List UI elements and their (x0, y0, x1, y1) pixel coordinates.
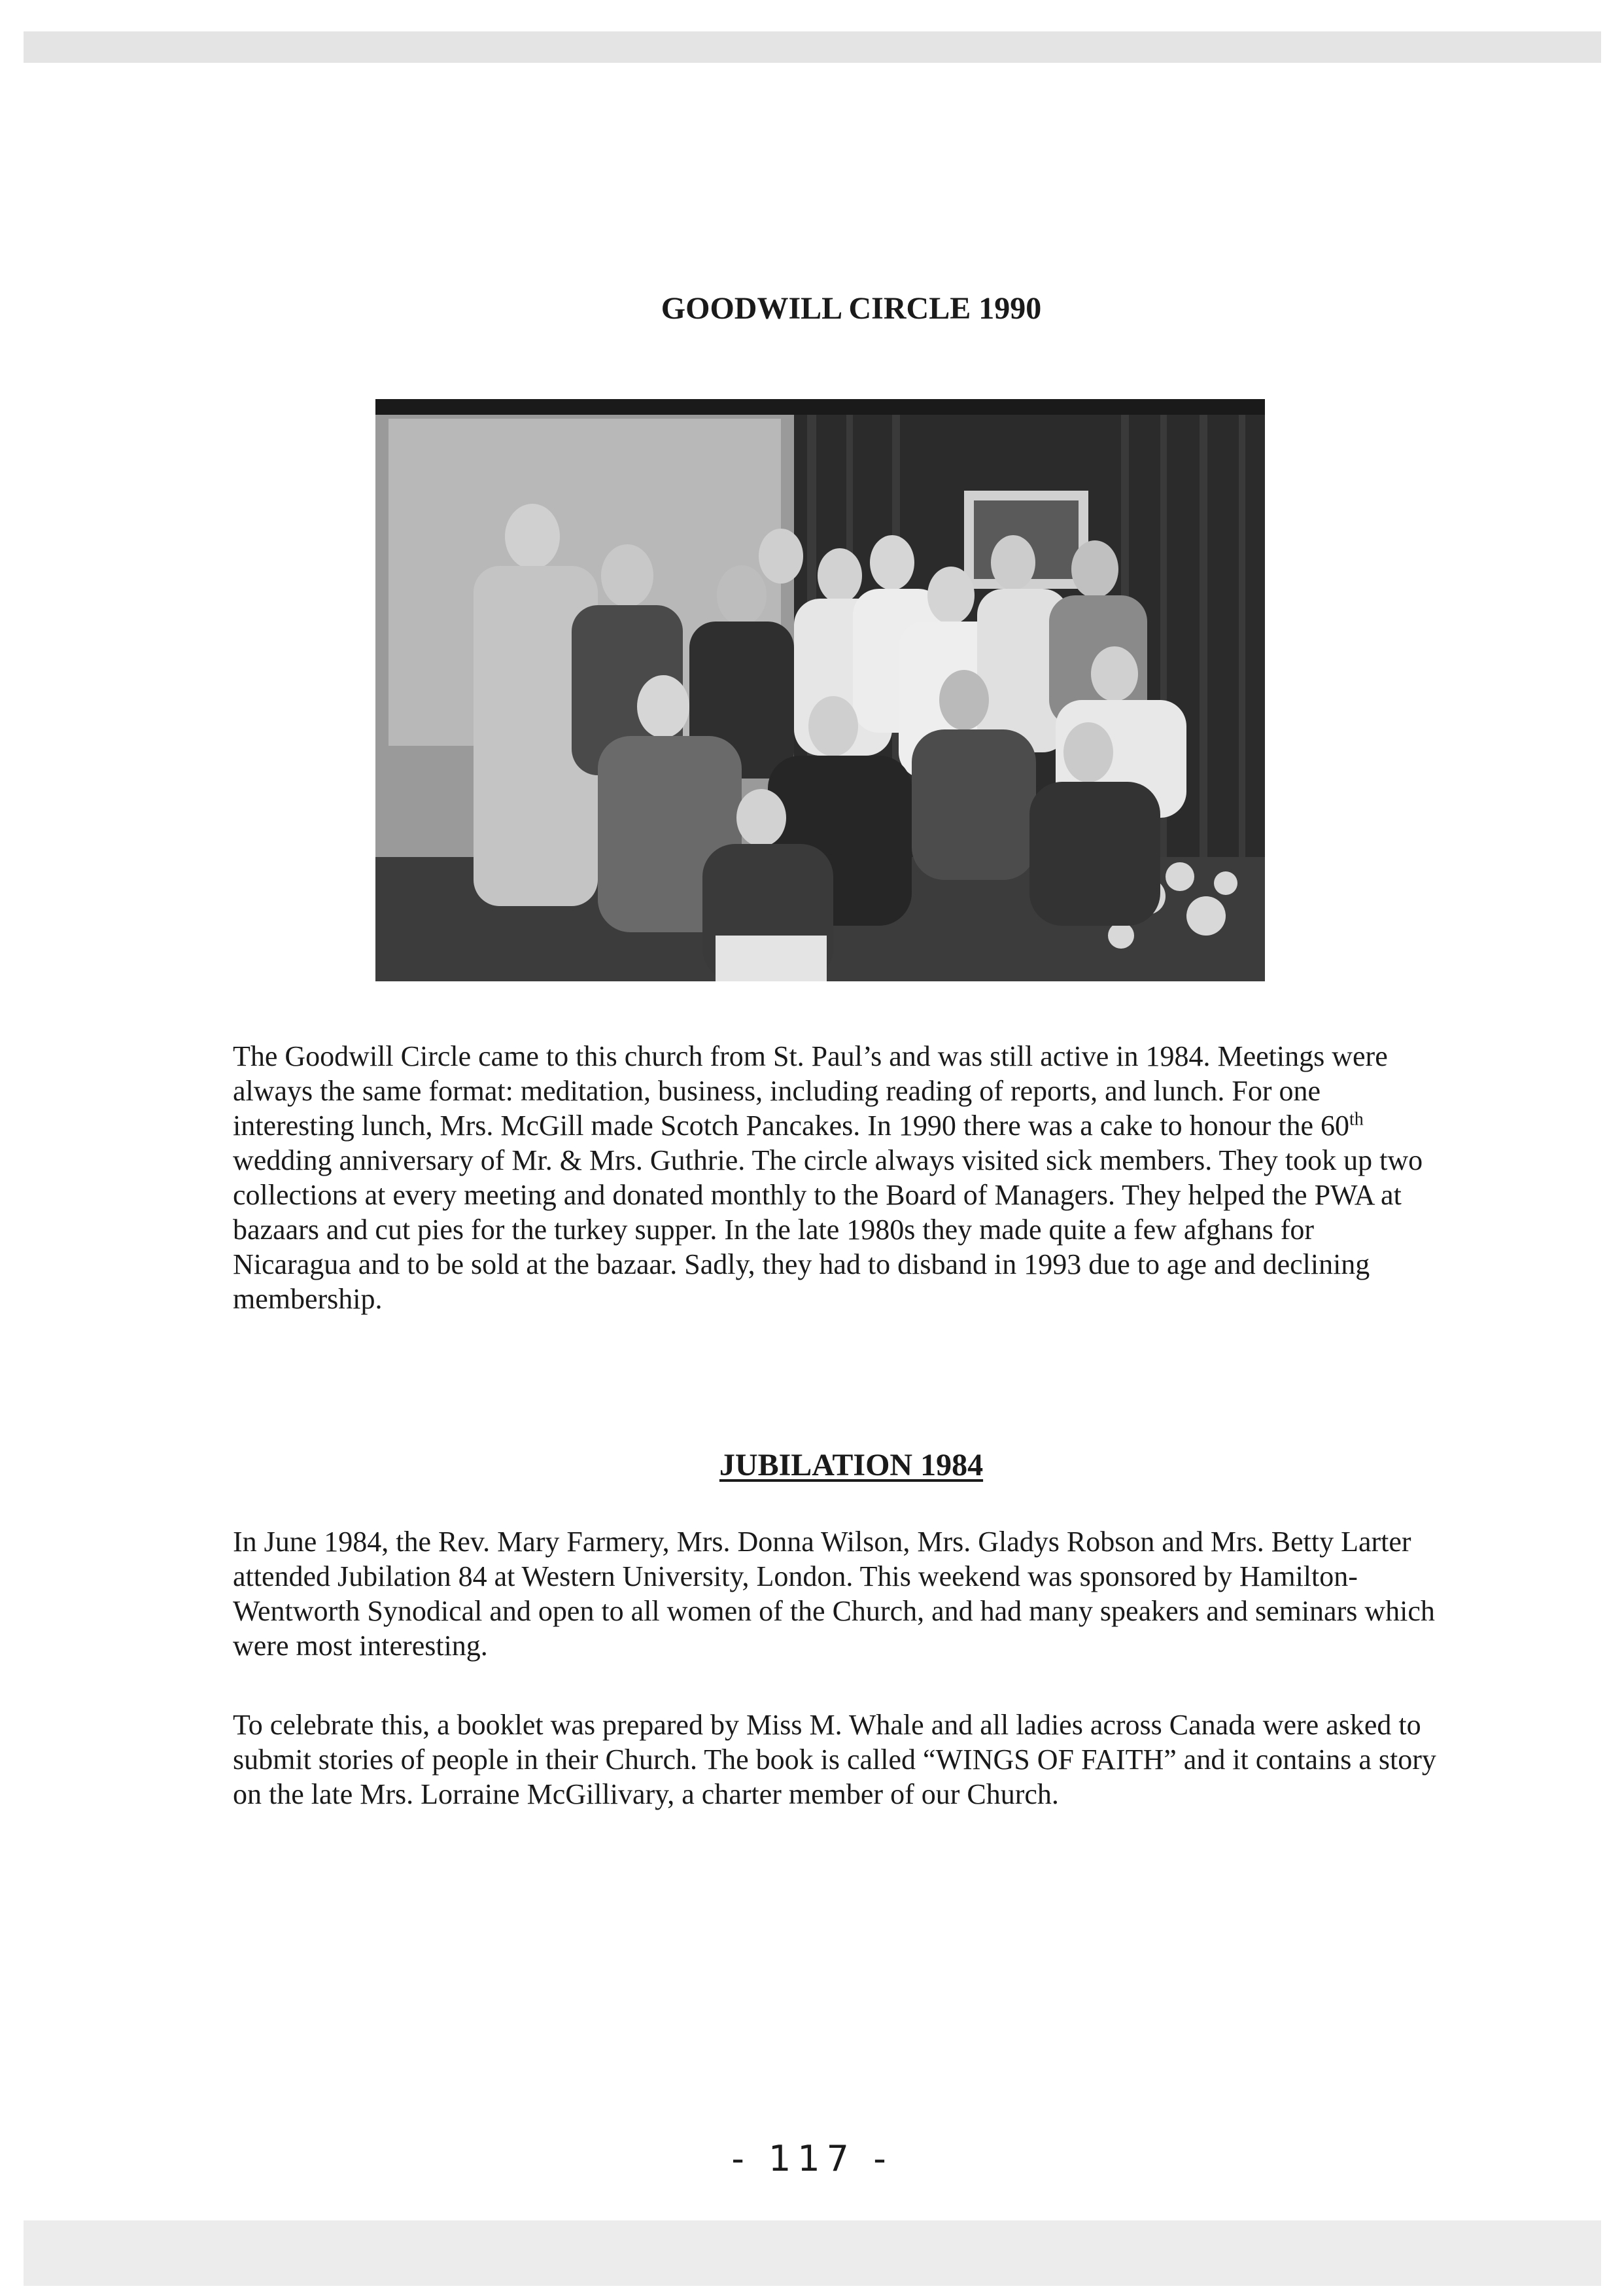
jubilation-paragraph-2: To celebrate this, a booklet was prepared by Miss M. Whale and all ladies across Canada were asked to submit stories of people in their Church. The book is called “WINGS OF FAITH” and it contains a story on the late Mrs. Lorraine McGillivary, a charter member of our Church. (233, 1709, 1436, 1810)
goodwill-text-part-2: wedding anniversary of Mr. & Mrs. Guthrie. The circle always visited sick members. They took up two collections at every meeting and donated monthly to the Board of Managers. They helped the PWA at bazaars and cut pies for the turkey supper. In the late 1980s they made quite a few afghans for Nicaragua and to be sold at the bazaar. Sadly, they had to disband in 1993 due to age and declining membership. (233, 1144, 1423, 1315)
group-photo (375, 399, 1265, 981)
superscript-th: th (1349, 1109, 1364, 1130)
goodwill-text-part-1: The Goodwill Circle came to this church from St. Paul’s and was still active in 1984. Meetings were always the same format: meditation, business, including reading of reports, and lunch. For one interesting lunch, Mrs. McGill made Scotch Pancakes. In 1990 there was a cake to honour the 60 (233, 1040, 1388, 1142)
jubilation-heading-text: JUBILATION 1984 (719, 1448, 984, 1482)
goodwill-circle-heading: GOODWILL CIRCLE 1990 (661, 291, 1042, 326)
jubilation-heading (39, 1447, 1624, 1484)
jubilation-paragraph-1: In June 1984, the Rev. Mary Farmery, Mrs. Donna Wilson, Mrs. Gladys Robson and Mrs. Betty Larter attended Jubilation 84 at Western University, London. This weekend was sponsored by Hamilton-Wentworth Synodical and open to all women of the Church, and had many speakers and seminars which were most interesting. (233, 1526, 1435, 1662)
page-number: - 117 - (731, 2138, 893, 2179)
scan-edge-bottom (24, 2220, 1601, 2286)
scan-edge-top (24, 31, 1601, 63)
goodwill-circle-paragraph (233, 1039, 1436, 1316)
